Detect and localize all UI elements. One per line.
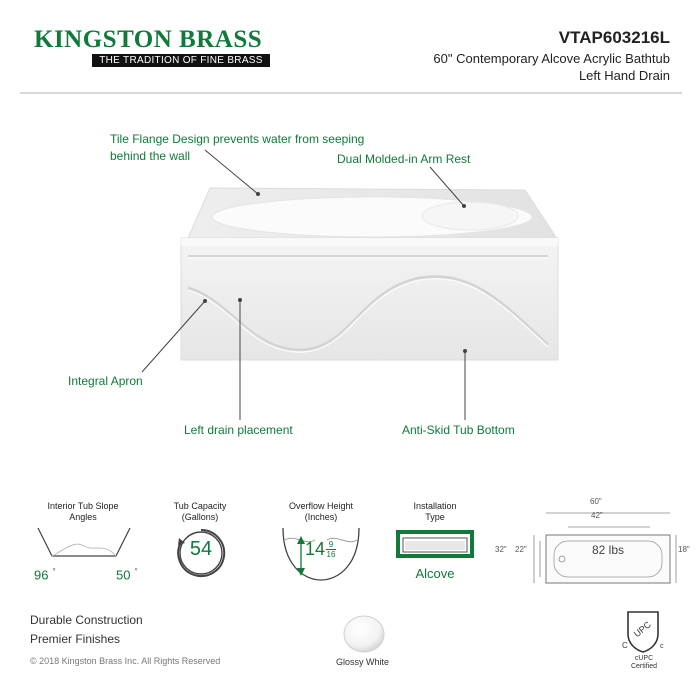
slope-left-angle xyxy=(34,567,56,582)
dim-width-inner: 22" xyxy=(515,545,527,554)
capacity-label-line2: (Gallons) xyxy=(181,512,219,522)
callout-tile-flange-line1: Tile Flange Design prevents water from seeping xyxy=(110,132,365,146)
capacity-label xyxy=(165,501,235,523)
cupc-certification-icon xyxy=(620,610,666,654)
capacity-label-line1: Tub Capacity xyxy=(173,501,227,511)
cupc-label-line2: Certified xyxy=(630,663,658,670)
callout-integral-apron: Integral Apron xyxy=(68,374,143,388)
cupc-mark-text: UPC xyxy=(631,619,653,640)
slope-right-value: 50 xyxy=(116,567,131,583)
overflow-fraction xyxy=(326,540,336,559)
installation-label-line1: Installation xyxy=(413,501,457,511)
model-number: VTAP603216L xyxy=(558,28,670,47)
overflow-whole: 14 xyxy=(305,539,326,559)
overflow-value xyxy=(305,539,325,560)
slope-label xyxy=(38,501,128,523)
slope-right-angle xyxy=(116,567,138,582)
callout-left-drain: Left drain placement xyxy=(184,423,293,437)
overflow-numerator: 9 xyxy=(326,540,336,550)
cupc-label xyxy=(627,655,661,671)
callout-tile-flange xyxy=(110,131,364,165)
alcove-icon xyxy=(394,526,476,562)
callout-anti-skid: Anti-Skid Tub Bottom xyxy=(402,423,515,437)
copyright: © 2018 Kingston Brass Inc. All Rights Reserved xyxy=(30,656,221,666)
dim-length-inner: 42" xyxy=(591,511,603,520)
slope-left-value: 96 xyxy=(34,567,49,583)
slope-label-line2: Angles xyxy=(69,512,97,522)
cupc-c-right: c xyxy=(660,643,664,650)
installation-label xyxy=(400,501,470,523)
degree-symbol: ° xyxy=(134,567,138,576)
slope-label-line1: Interior Tub Slope xyxy=(47,501,119,511)
feature-durable: Durable Construction xyxy=(30,613,143,627)
feature-finishes: Premier Finishes xyxy=(30,632,121,646)
overflow-label-line2: (Inches) xyxy=(304,512,338,522)
installation-value: Alcove xyxy=(415,566,455,581)
brand-tagline: THE TRADITION OF FINE BRASS xyxy=(92,54,270,67)
degree-symbol: ° xyxy=(52,567,56,576)
overflow-label xyxy=(276,501,366,523)
product-title-line1: 60" Contemporary Alcove Acrylic Bathtub xyxy=(433,51,670,66)
cupc-c-left: C xyxy=(622,641,628,650)
dim-width-outer: 32" xyxy=(495,545,507,554)
cupc-label-line1: cUPC xyxy=(634,655,654,662)
callout-arm-rest: Dual Molded-in Arm Rest xyxy=(337,152,471,166)
overflow-denominator: 16 xyxy=(326,550,336,559)
overflow-label-line1: Overflow Height xyxy=(288,501,354,511)
finish-label: Glossy White xyxy=(336,657,390,667)
installation-label-line2: Type xyxy=(425,512,445,522)
dim-length-outer: 60" xyxy=(590,497,602,506)
dim-depth: 18" xyxy=(678,545,690,554)
tub-weight: 82 lbs xyxy=(592,543,625,557)
product-title-line2: Left Hand Drain xyxy=(578,68,670,83)
callout-tile-flange-line2: behind the wall xyxy=(110,149,191,163)
glossy-white-swatch xyxy=(341,612,387,654)
capacity-value: 54 xyxy=(189,538,213,560)
brand-logo: KINGSTON BRASS xyxy=(34,26,263,53)
